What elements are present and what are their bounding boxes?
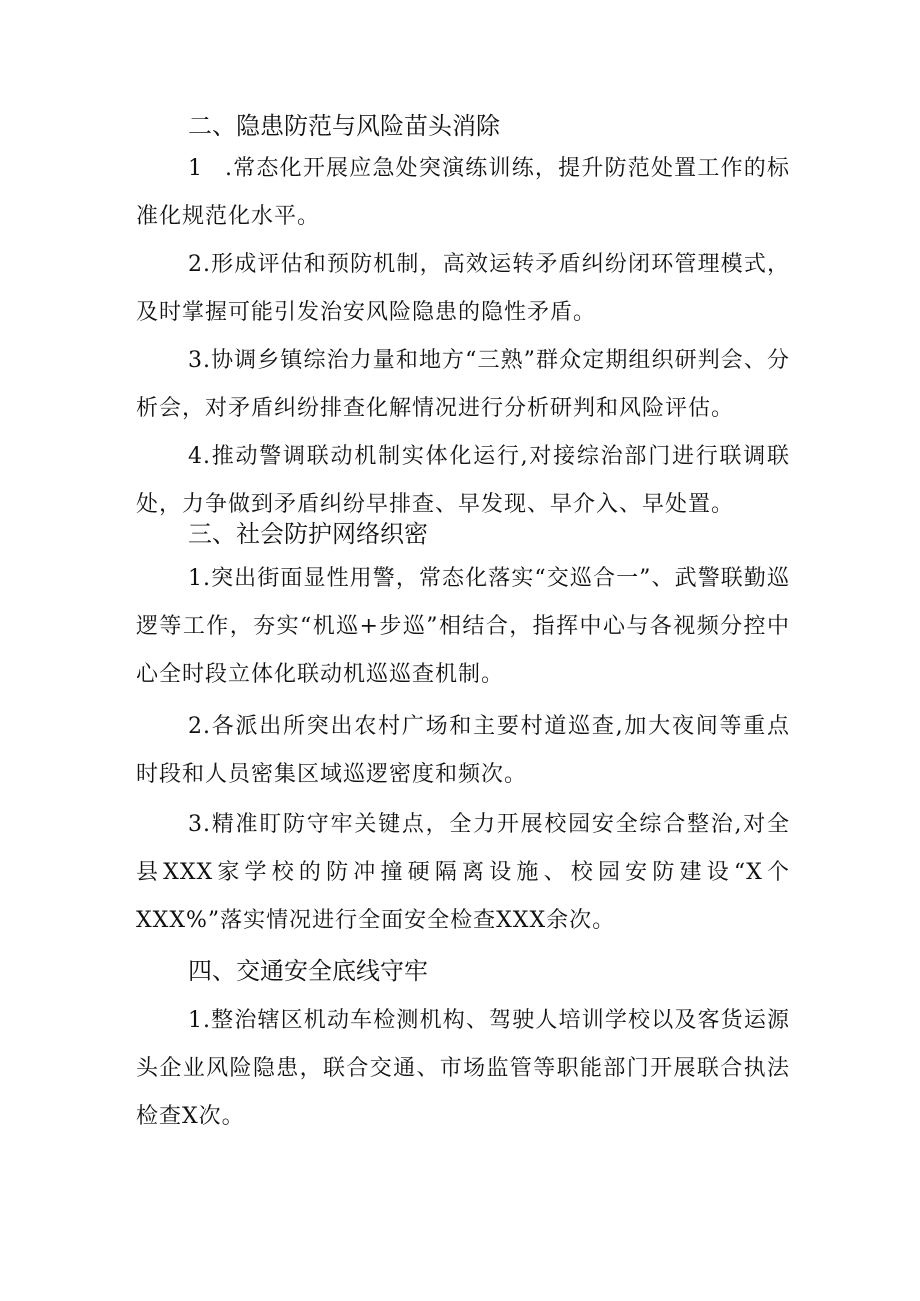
paragraph-3-1: [136, 555, 790, 699]
item-text: .推动警调联动机制实体化运行,对接综治部门进行联调联处，力争做到矛盾纠纷早排查、早发现、早介入、早处置。: [136, 444, 790, 517]
item-text: .精准盯防守牢关键点，全力开展校园安全综合整治,对全县XXX家学校的防冲撞硬隔离设施、校园安防建设“X个XXX%”落实情况进行全面安全检查XXX余次。: [136, 812, 790, 933]
item-text: .各派出所突出农村广场和主要村道巡查,加大夜间等重点时段和人员密集区域巡逻密度和频次。: [136, 714, 790, 787]
section-heading-2: 二、隐患防范与风险苗头消除: [188, 112, 500, 140]
item-number: 3: [188, 348, 203, 373]
paragraph-2-2: [136, 241, 790, 337]
item-text: .常态化开展应急处突演练训练，提升防范处置工作的标准化规范化水平。: [136, 156, 790, 229]
paragraph-2-4: [136, 433, 790, 529]
paragraph-3-3: [136, 801, 790, 945]
item-number: 1: [188, 566, 203, 591]
item-number: 2: [188, 714, 203, 739]
item-text: .形成评估和预防机制，高效运转矛盾纠纷闭环管理模式，及时掌握可能引发治安风险隐患的隐性矛盾。: [136, 252, 790, 325]
item-number: 4: [188, 444, 203, 469]
item-number: 1: [188, 1008, 203, 1033]
item-text: .协调乡镇综治力量和地方“三熟”群众定期组织研判会、分析会，对矛盾纠纷排查化解情况进行分析研判和风险评估。: [136, 348, 790, 421]
item-number: 2: [188, 252, 203, 277]
section-heading-4: 四、交通安全底线守牢: [188, 957, 428, 985]
item-number: 3: [188, 812, 203, 837]
paragraph-2-3: [136, 337, 790, 433]
paragraph-4-1: [136, 997, 790, 1141]
item-text: .突出街面显性用警，常态化落实“交巡合一”、武警联勤巡逻等工作，夯实“机巡+步巡”相结合，指挥中心与各视频分控中心全时段立体化联动机巡巡查机制。: [136, 566, 790, 687]
item-text: .整治辖区机动车检测机构、驾驶人培训学校以及客货运源头企业风险隐患，联合交通、市场监管等职能部门开展联合执法检查X次。: [136, 1008, 790, 1129]
item-number: 1: [188, 156, 203, 181]
section-heading-3: 三、社会防护网络织密: [188, 520, 428, 548]
paragraph-2-1: [136, 145, 790, 241]
paragraph-3-2: [136, 703, 790, 799]
